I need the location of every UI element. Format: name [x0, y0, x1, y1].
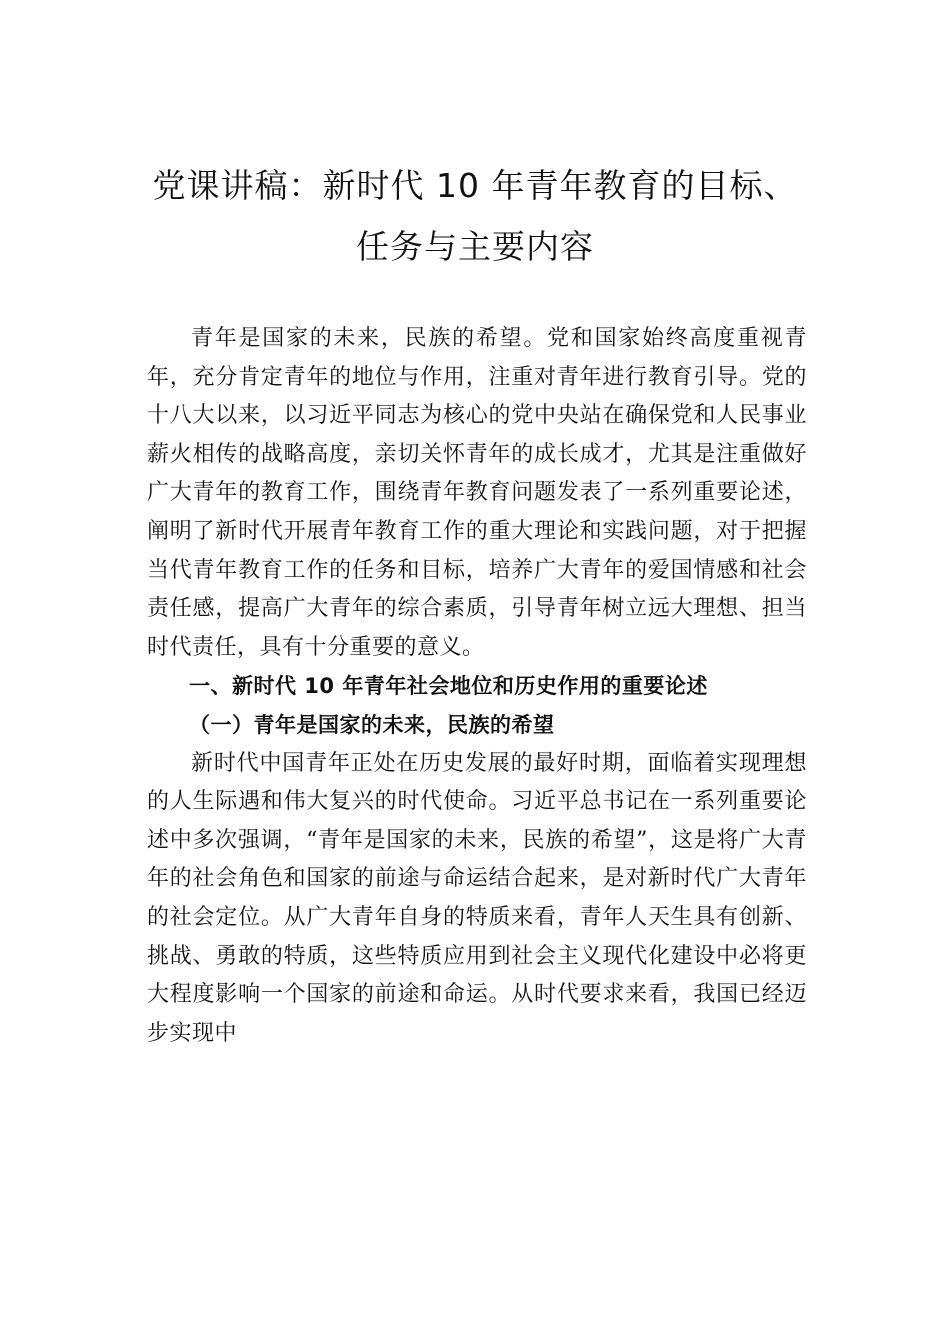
subsection-1-paragraph: 新时代中国青年正处在历史发展的最好时期，面临着实现理想的人生际遇和伟大复兴的时代使命。习近平总书记在一系列重要论述中多次强调，“青年是国家的未来，民族的希望”，这是将广大青年的社会角色和国家的前途与命运结合起来，是对新时代广大青年的社会定位。从广大青年自身的特质来看，青年人天生具有创新、挑战、勇敢的特质，这些特质应用到社会主义现代化建设中必将更大程度影响一个国家的前途和命运。从时代要求来看，我国已经迈步实现中: [147, 750, 807, 1046]
document-title-line-2: 任务与主要内容: [356, 227, 594, 266]
document-body: [147, 320, 807, 1053]
subsection-1-heading: （一）青年是国家的未来，民族的希望: [189, 712, 555, 737]
section-1-heading: 一、新时代 10 年青年社会地位和历史作用的重要论述: [189, 674, 708, 699]
document-title-line-1: 党课讲稿：新时代 10 年青年教育的目标、: [152, 166, 798, 205]
intro-paragraph: 青年是国家的未来，民族的希望。党和国家始终高度重视青年，充分肯定青年的地位与作用，注重对青年进行教育引导。党的十八大以来，以习近平同志为核心的党中央站在确保党和人民事业薪火相传的战略高度，亲切关怀青年的成长成才，尤其是注重做好广大青年的教育工作，围绕青年教育问题发表了一系列重要论述，阐明了新时代开展青年教育工作的重大理论和实践问题，对于把握当代青年教育工作的任务和目标，培养广大青年的爱国情感和社会责任感，提高广大青年的综合素质，引导青年树立远大理想、担当时代责任，具有十分重要的意义。: [147, 326, 807, 660]
